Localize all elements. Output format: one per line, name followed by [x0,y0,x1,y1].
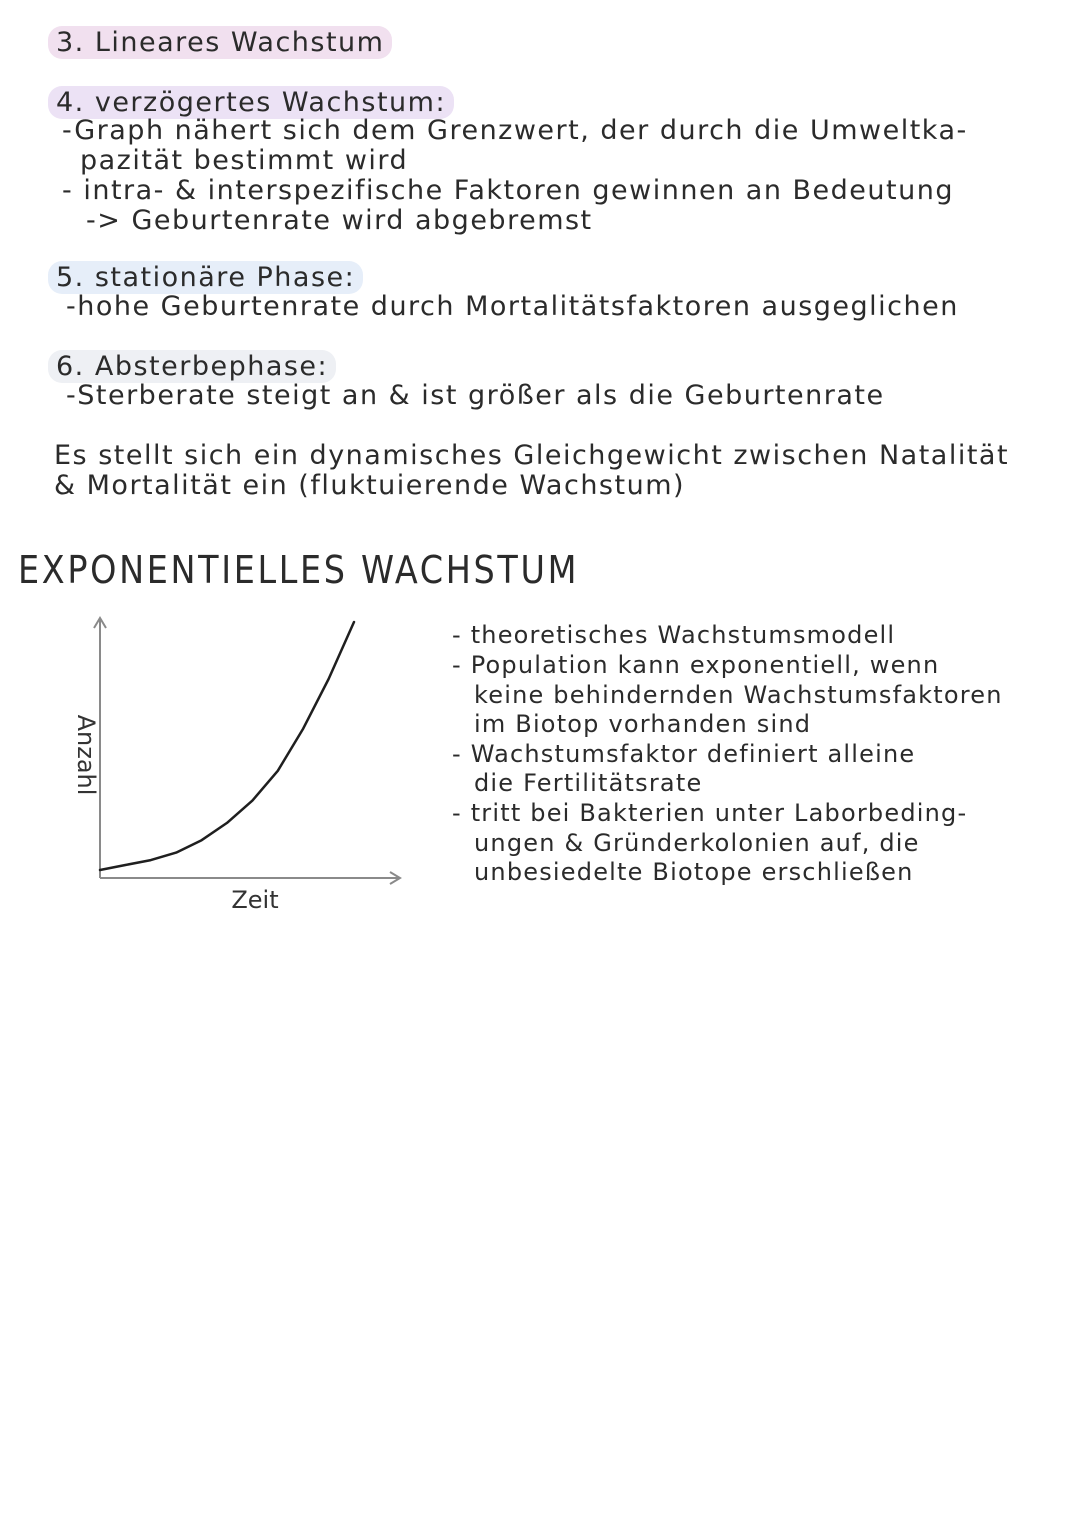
bullet-3: - Wachstumsfaktor definiert alleine [452,740,916,768]
bullet-2: - Population kann exponentiell, wenn [452,651,940,679]
bullet-2-cont-2: im Biotop vorhanden sind [474,710,812,738]
exponential-growth-chart [40,600,420,930]
section-4-line-2: pazität bestimmt wird [80,145,409,176]
section-6-line-1: -Sterberate steigt an & ist größer als die Geburtenrate [66,380,885,411]
section-6-title: 6. Absterbephase: [48,352,336,382]
section-5-line-1: -hohe Geburtenrate durch Mortalitätsfaktoren ausgeglichen [66,291,959,322]
bullet-3-cont-1: die Fertilitätsrate [474,769,703,797]
bullet-2-cont-1: keine behindernden Wachstumsfaktoren [474,681,1003,709]
section-4-line-3: - intra- & interspezifische Faktoren gewinnen an Bedeutung [62,175,954,206]
bullet-4-cont-1: ungen & Gründerkolonien auf, die [474,829,920,857]
summary-line-2: & Mortalität ein (fluktuierende Wachstum) [54,470,686,501]
section-4-line-1: -Graph nähert sich dem Grenzwert, der durch die Umweltka- [62,115,968,146]
summary-line-1: Es stellt sich ein dynamisches Gleichgewicht zwischen Natalität [54,440,1010,471]
section-4-title: 4. verzögertes Wachstum: [48,88,454,118]
exponential-heading: EXPONENTIELLES WACHSTUM [18,548,580,592]
bullet-1: - theoretisches Wachstumsmodell [452,621,896,649]
y-axis-label: Anzahl [72,714,100,796]
bullet-4-cont-2: unbesiedelte Biotope erschließen [474,858,914,886]
bullet-4: - tritt bei Bakterien unter Laborbeding- [452,799,968,827]
growth-curve [100,622,354,870]
section-5-title: 5. stationäre Phase: [48,263,363,293]
x-axis-label: Zeit [231,886,279,914]
section-4-line-4: -> Geburtenrate wird abgebremst [86,205,593,236]
chart-axes [94,618,400,884]
section-3-title: 3. Lineares Wachstum [48,28,392,58]
